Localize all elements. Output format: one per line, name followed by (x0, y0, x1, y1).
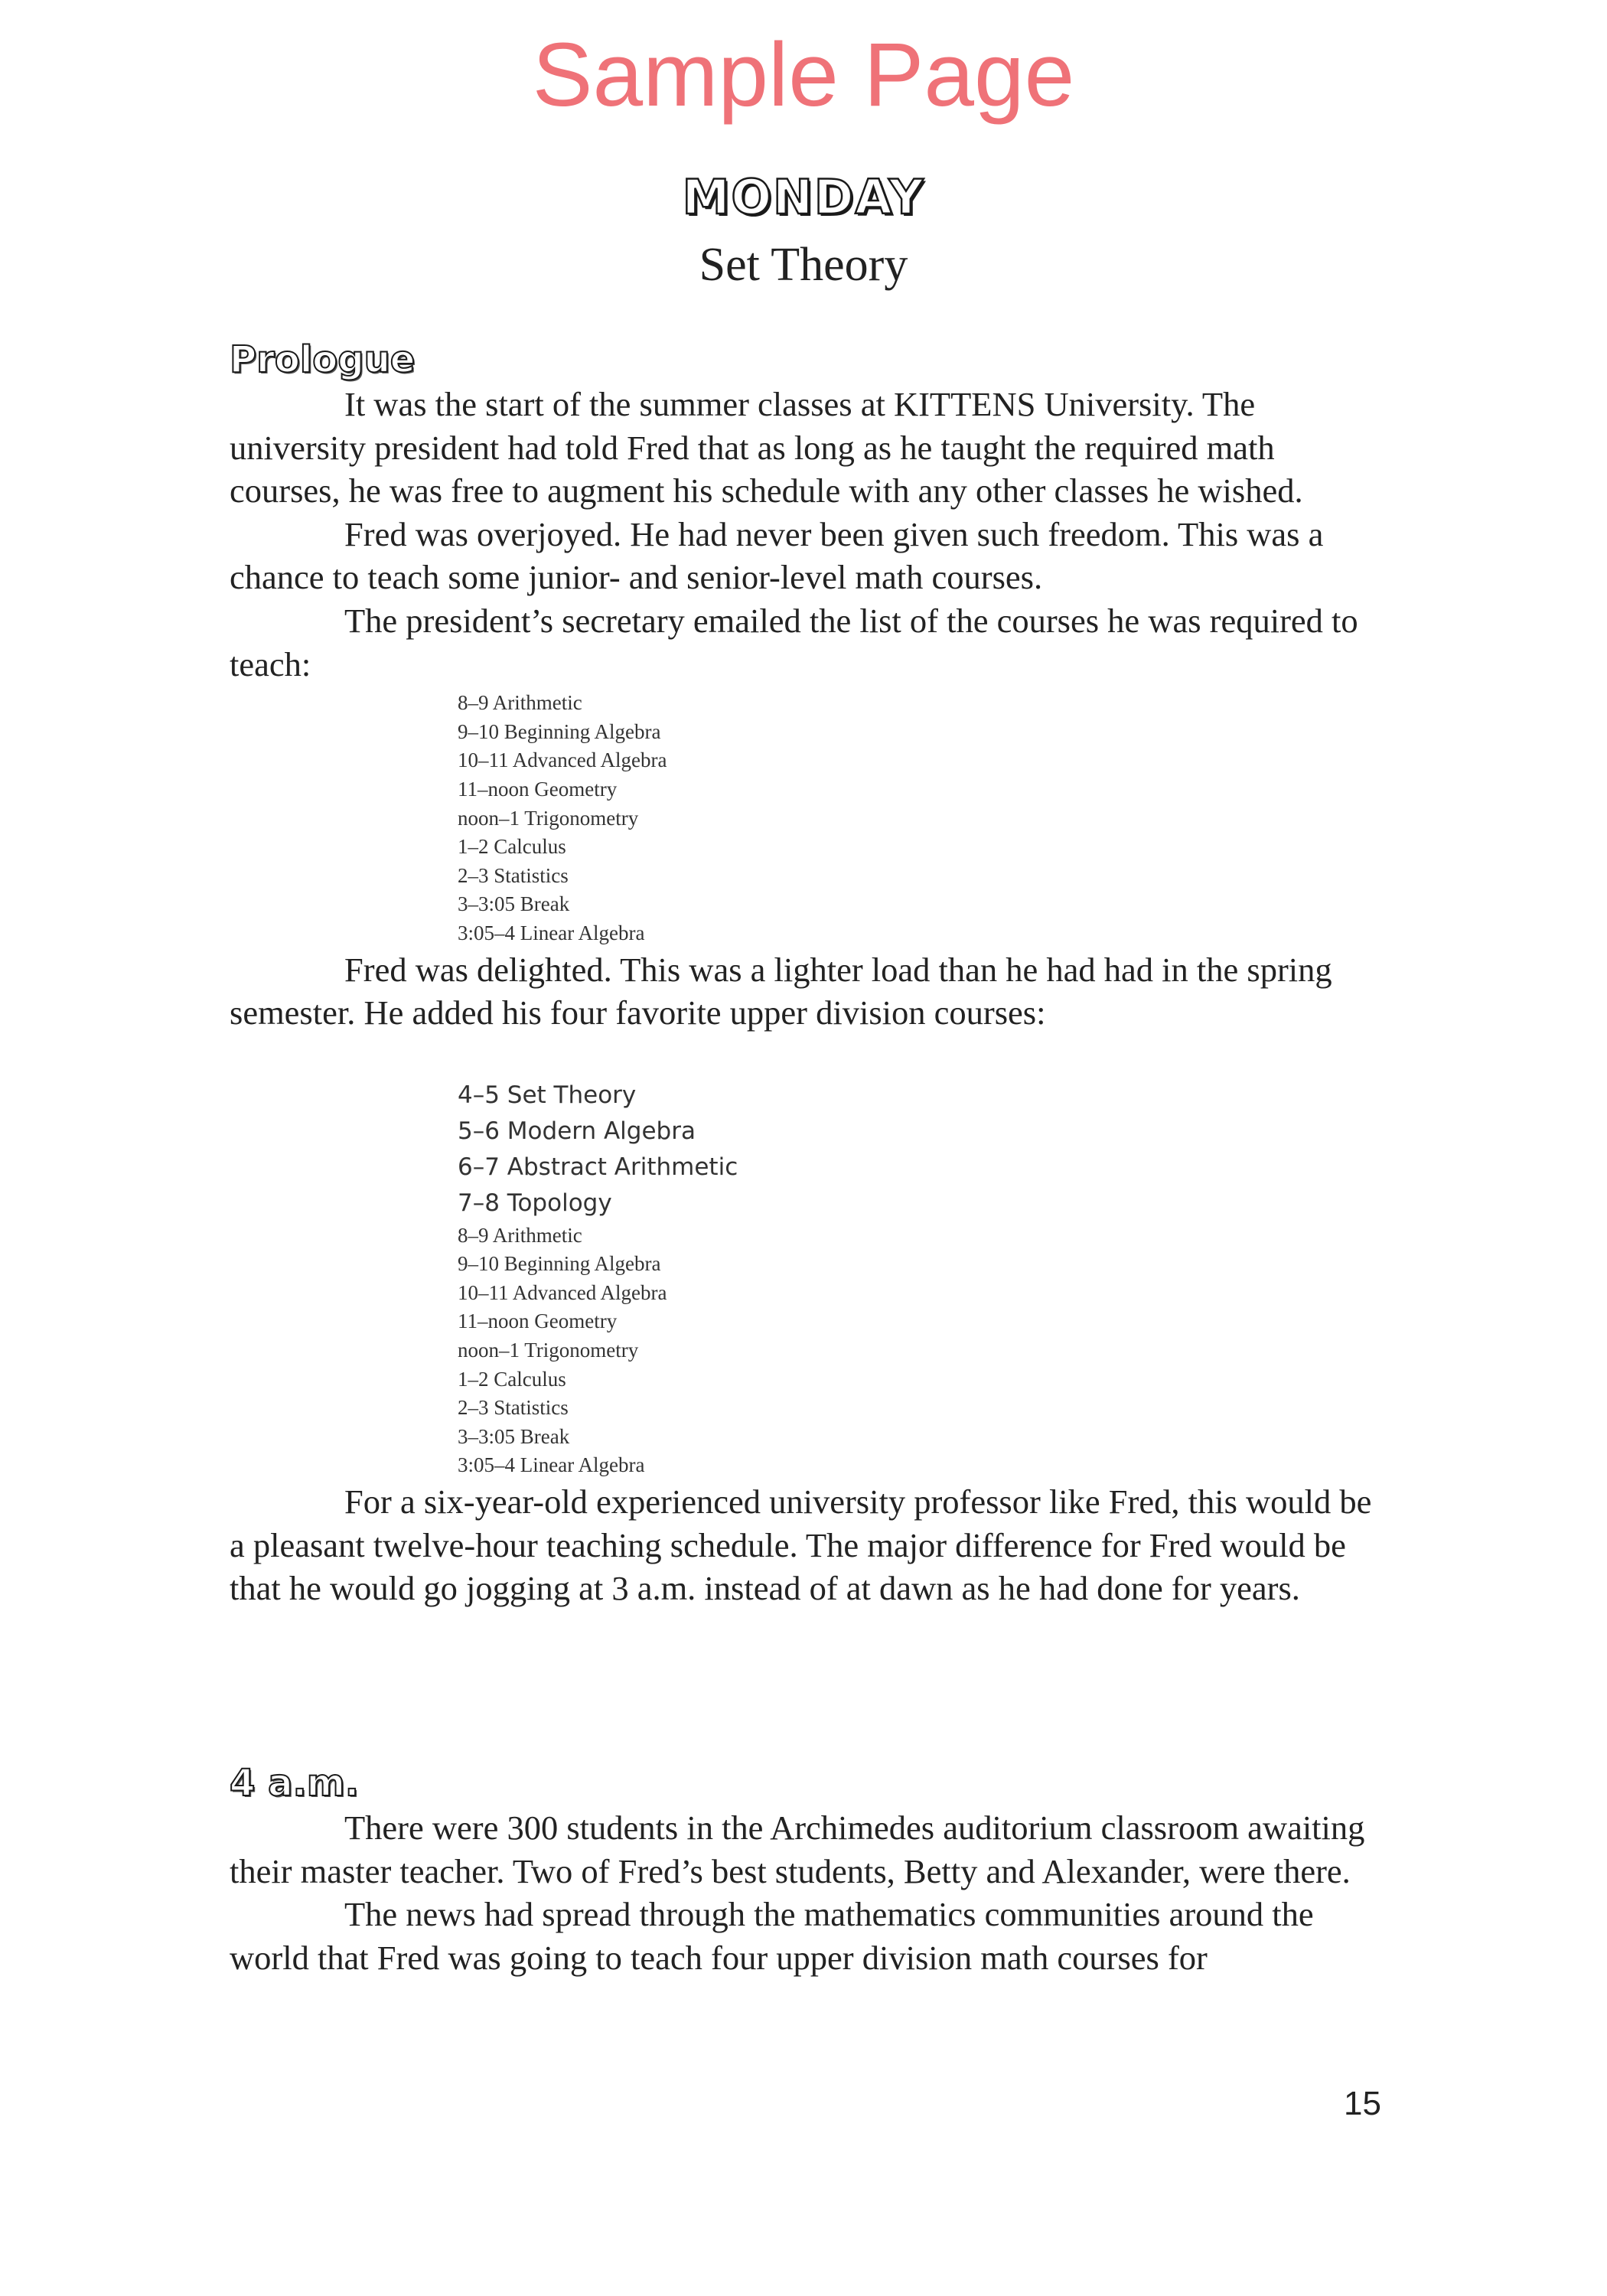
section-heading-4am: 4 a.m. (230, 1762, 359, 1805)
paragraph: It was the start of the summer classes at KITTENS University. The university president had told Fred that as long as he taught the required math courses, he was free to augment his schedule with any other classes he wished. (230, 385, 1303, 510)
chapter-day-heading: MONDAY (682, 169, 925, 225)
list-item: 3:05–4 Linear Algebra (458, 1453, 645, 1477)
list-item: 3:05–4 Linear Algebra (458, 921, 645, 944)
list-item: 7–8 Topology (458, 1189, 612, 1217)
list-item: 10–11 Advanced Algebra (458, 748, 667, 772)
list-item: 2–3 Statistics (458, 1396, 569, 1420)
section-heading-prologue: Prologue (230, 338, 416, 381)
paragraph: The news had spread through the mathematics communities around the world that Fred was going to teach four upper division math courses for (230, 1895, 1314, 1977)
full-schedule-list (458, 1078, 1385, 1480)
list-item: noon–1 Trigonometry (458, 806, 639, 830)
list-item: 3–3:05 Break (458, 892, 570, 916)
page-number: 15 (1344, 2085, 1381, 2122)
list-item: 2–3 Statistics (458, 863, 569, 887)
list-item: 8–9 Arithmetic (458, 691, 582, 715)
paragraph: For a six-year-old experienced university professor like Fred, this would be a pleasant twelve-hour teaching schedule. The major difference for Fred would be that he would go jogging at 3 a.m. instead of at dawn as he had done for years. (230, 1482, 1372, 1608)
list-item: 1–2 Calculus (458, 1367, 566, 1391)
list-item: 11–noon Geometry (458, 1309, 618, 1333)
list-item: 6–7 Abstract Arithmetic (458, 1153, 738, 1181)
list-item: 3–3:05 Break (458, 1424, 570, 1448)
list-item: noon–1 Trigonometry (458, 1339, 639, 1362)
paragraph: The president’s secretary emailed the list of the courses he was required to teach: (230, 601, 1358, 683)
list-item: 5–6 Modern Algebra (458, 1117, 696, 1145)
paragraph: There were 300 students in the Archimedes auditorium classroom awaiting their master teacher. Two of Fred’s best students, Betty and Alexander, were there. (230, 1808, 1365, 1890)
list-item: 1–2 Calculus (458, 835, 566, 859)
paragraph: Fred was delighted. This was a lighter load than he had had in the spring semester. He added his four favorite upper division courses: (230, 950, 1332, 1032)
prologue-section (230, 337, 1385, 1610)
list-item: 9–10 Beginning Algebra (458, 719, 661, 743)
four-am-section (230, 1760, 1385, 1979)
paragraph: Fred was overjoyed. He had never been given such freedom. This was a chance to teach some junior- and senior-level math courses. (230, 514, 1324, 597)
list-item: 11–noon Geometry (458, 777, 618, 801)
list-item: 8–9 Arithmetic (458, 1223, 582, 1247)
list-item: 4–5 Set Theory (458, 1081, 637, 1109)
list-item: 9–10 Beginning Algebra (458, 1252, 661, 1276)
sample-page-watermark: Sample Page (532, 24, 1075, 126)
chapter-title: Set Theory (699, 239, 908, 291)
required-courses-list (458, 689, 1385, 947)
list-item: 10–11 Advanced Algebra (458, 1280, 667, 1304)
